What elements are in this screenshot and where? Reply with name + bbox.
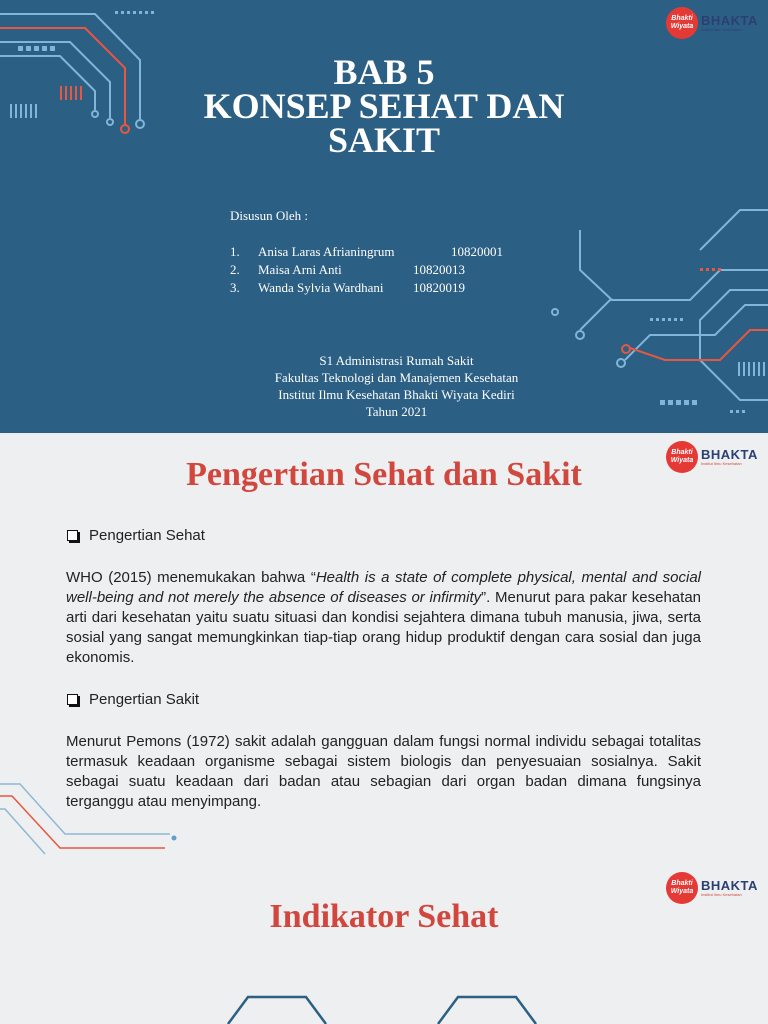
logo-subtitle: Institut Ilmu Kesehatan — [701, 460, 742, 466]
author-name: Wanda Sylvia Wardhani — [258, 280, 384, 295]
logo-brand: BHAKTA — [701, 877, 758, 893]
logo-subtitle: Institut Ilmu Kesehatan — [701, 891, 742, 897]
author-name: Maisa Arni Anti — [258, 262, 342, 277]
paragraph-sehat — [66, 568, 701, 668]
author-nim: 10820013 — [413, 262, 465, 277]
logo-circle-text-1: Bhakti — [671, 15, 693, 22]
paragraph-sakit: Menurut Pemons (1972) sakit adalah gangguan dalam fungsi normal individu sebagai totalitas termasuk keadaan organisme sebagai sistem biologis dan penyesuaian sosialnya. Sakit sebagai suatu keadaan dari badan atau sebagian dari organ badan dimana fungsinya terganggu atau menyimpang. — [66, 733, 701, 810]
para-prefix: WHO (2015) menemukakan bahwa “ — [66, 569, 316, 586]
title-slide-heading — [0, 52, 768, 160]
para-suffix: ”. Menurut para pakar kesehatan arti dari kesehatan yaitu suatu situasi dan kondisi sejahtera dimana tubuh manusia, jiwa, serta sosial yang sangat memungkinkan tiap-tiap orang hidup produktif dengan cara sosial dan juga ekonomis. — [66, 589, 701, 666]
bullet-heading-sakit — [67, 691, 199, 708]
hexagon-right — [438, 997, 536, 1024]
bullet-heading-sehat — [67, 527, 205, 544]
logo-emblem-icon — [666, 7, 698, 39]
slide-title: Indikator Sehat — [269, 898, 499, 935]
institution-line: Fakultas Teknologi dan Manajemen Kesehatan — [274, 370, 519, 385]
institution-block — [0, 352, 768, 420]
bullet-label: Pengertian Sehat — [89, 527, 205, 544]
compiled-by-label: Disusun Oleh : — [230, 208, 308, 223]
definition-slide — [0, 434, 768, 858]
institution-line: S1 Administrasi Rumah Sakit — [319, 353, 474, 368]
author-number: 3. — [230, 280, 240, 295]
institution-line: Tahun 2021 — [365, 404, 428, 419]
hexagon-left — [228, 997, 326, 1024]
logo-brand: BHAKTA — [701, 446, 758, 462]
bullet-label: Pengertian Sakit — [89, 691, 200, 708]
title-slide — [0, 0, 768, 433]
title-line-3: SAKIT — [327, 120, 441, 160]
who-quote: Health is a state of complete physical, mental and social well-being and not merely the absence of diseases or infirmity — [66, 569, 701, 606]
author-nim: 10820001 — [451, 244, 503, 259]
checkbox-bullet-icon — [67, 530, 78, 541]
author-number: 2. — [230, 262, 240, 277]
checkbox-bullet-icon — [67, 694, 78, 705]
logo-circle-text-2: Wiyata — [670, 888, 694, 895]
author-name: Anisa Laras Afrianingrum — [258, 244, 395, 259]
slide-title: Pengertian Sehat dan Sakit — [186, 456, 582, 493]
logo-circle-text-1: Bhakti — [671, 449, 693, 456]
institution-line: Institut Ilmu Kesehatan Bhakti Wiyata Kediri — [278, 387, 515, 402]
logo-circle-text-2: Wiyata — [670, 457, 694, 464]
bhakta-logo — [666, 7, 758, 39]
indicator-slide — [0, 858, 768, 1024]
author-number: 1. — [230, 244, 240, 259]
title-line-2: KONSEP SEHAT DAN — [203, 86, 565, 126]
logo-subtitle: Institut Ilmu Kesehatan — [701, 26, 742, 32]
author-nim: 10820019 — [413, 280, 465, 295]
hexagon-shapes — [0, 858, 768, 1024]
logo-circle-text-2: Wiyata — [670, 23, 694, 30]
logo-brand: BHAKTA — [701, 12, 758, 28]
title-line-1: BAB 5 — [333, 52, 435, 92]
logo-circle-text-1: Bhakti — [671, 880, 693, 887]
